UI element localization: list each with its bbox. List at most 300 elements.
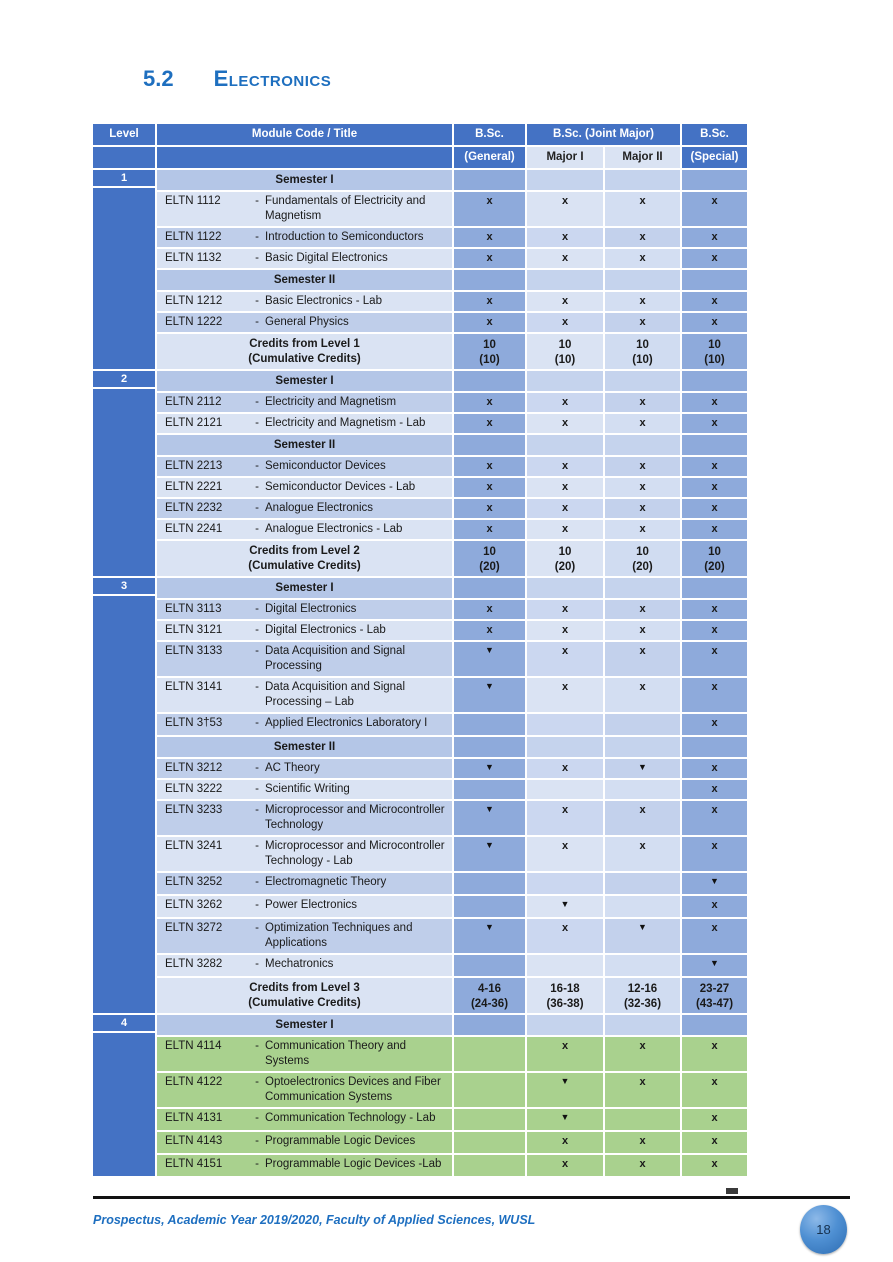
x-mark: x [486, 502, 493, 514]
level-column [93, 1013, 155, 1176]
module-code: ELTN 3121 [165, 624, 223, 636]
module-title: General Physics [265, 316, 349, 328]
x-mark: x [711, 316, 718, 328]
level-content [155, 369, 747, 576]
credits-label-line1: Credits from Level 2 [249, 545, 360, 557]
x-mark: x [711, 1112, 718, 1124]
module-row [155, 1035, 747, 1071]
credits-value-line2: (43-47) [695, 998, 734, 1010]
module-row [155, 778, 747, 799]
header-bsc-general-line2: (General) [452, 145, 525, 168]
value-cell [680, 801, 747, 835]
module-title: Power Electronics [265, 899, 358, 911]
module-cell [155, 955, 452, 976]
credits-value-line1: 10 [708, 546, 721, 558]
value-cell [452, 714, 525, 735]
value-cell [603, 714, 680, 735]
x-mark: x [561, 645, 569, 657]
value-cell [525, 393, 603, 412]
value-cell [603, 919, 680, 953]
value-cell [452, 642, 525, 676]
x-mark: x [639, 295, 646, 307]
module-row [155, 1071, 747, 1107]
semester-value-cell [603, 371, 680, 391]
module-title: Introduction to Semiconductors [265, 231, 424, 243]
x-mark: x [639, 603, 646, 615]
x-mark: x [561, 231, 569, 243]
module-title: Digital Electronics - Lab [265, 624, 386, 636]
x-mark: x [711, 1158, 718, 1170]
value-cell [603, 1073, 680, 1107]
triangle-mark: ▼ [485, 762, 494, 772]
module-dash: - [255, 481, 259, 493]
value-cell [680, 919, 747, 953]
level-block-2 [93, 369, 747, 576]
x-mark: x [486, 195, 493, 207]
x-mark: x [711, 717, 718, 729]
semester-value-cell [525, 371, 603, 391]
module-row [155, 497, 747, 518]
module-code: ELTN 2112 [165, 396, 222, 408]
module-dash: - [255, 1040, 259, 1052]
module-dash: - [255, 460, 259, 472]
header-bsc-special-line2: (Special) [680, 145, 747, 168]
credits-label [155, 541, 452, 576]
module-title: Communication Technology - Lab [265, 1112, 436, 1124]
value-cell [603, 873, 680, 894]
value-cell [525, 642, 603, 676]
module-code: ELTN 1132 [165, 252, 222, 264]
semester-value-cell [452, 435, 525, 455]
x-mark: x [561, 195, 569, 207]
triangle-mark: ▼ [710, 958, 719, 968]
module-code: ELTN 3113 [165, 603, 222, 615]
value-cell [525, 313, 603, 332]
value-cell [680, 313, 747, 332]
module-title: AC Theory [265, 762, 320, 774]
module-cell [155, 414, 452, 433]
credits-value-line1: 4-16 [477, 983, 502, 995]
page-number-badge [800, 1205, 847, 1254]
x-mark: x [561, 1135, 569, 1147]
credits-value-line1: 10 [708, 339, 721, 351]
module-title: Basic Electronics - Lab [265, 295, 382, 307]
credits-label-line1: Credits from Level 1 [249, 338, 360, 350]
credits-label [155, 978, 452, 1013]
value-cell [452, 955, 525, 976]
module-code: ELTN 4114 [165, 1040, 222, 1052]
level-number: 2 [93, 371, 155, 389]
triangle-mark: ▼ [485, 922, 494, 932]
module-title: Microprocessor and Microcontroller Technology [265, 804, 445, 831]
semester-value-cell [680, 371, 747, 391]
x-mark: x [561, 252, 569, 264]
value-cell [525, 414, 603, 433]
credits-label [155, 334, 452, 369]
level-block-1 [93, 168, 747, 369]
value-cell [680, 228, 747, 247]
value-cell [603, 520, 680, 539]
value-cell [680, 759, 747, 778]
triangle-mark: ▼ [638, 762, 647, 772]
credits-value-line2: (20) [704, 561, 725, 573]
module-code: ELTN 1212 [165, 295, 223, 307]
value-cell [680, 780, 747, 799]
x-mark: x [711, 762, 718, 774]
value-cell [603, 621, 680, 640]
module-row [155, 247, 747, 268]
value-cell [603, 1037, 680, 1071]
module-dash: - [255, 231, 259, 243]
value-cell [525, 192, 603, 226]
x-mark: x [639, 460, 646, 472]
module-dash: - [255, 876, 259, 888]
credits-value-line2: (10) [554, 354, 576, 366]
module-title: Electricity and Magnetism [265, 396, 397, 408]
module-row [155, 799, 747, 835]
x-mark: x [561, 922, 569, 934]
semester-label: Semester I [155, 170, 452, 190]
x-mark: x [639, 252, 646, 264]
x-mark: x [486, 231, 493, 243]
module-dash: - [255, 252, 259, 264]
value-cell [603, 393, 680, 412]
value-cell [452, 600, 525, 619]
module-code: ELTN 1222 [165, 316, 223, 328]
credits-value-cell [452, 978, 525, 1013]
value-cell [603, 292, 680, 311]
module-row [155, 1130, 747, 1153]
triangle-mark: ▼ [485, 681, 494, 691]
module-row [155, 1107, 747, 1130]
value-cell [525, 714, 603, 735]
x-mark: x [639, 231, 646, 243]
value-cell [525, 499, 603, 518]
value-cell [603, 228, 680, 247]
x-mark: x [711, 840, 718, 852]
module-code: ELTN 3272 [165, 922, 223, 934]
semester-row [155, 1013, 747, 1035]
semester-value-cell [680, 737, 747, 757]
module-dash: - [255, 1158, 259, 1170]
module-code: ELTN 4122 [165, 1076, 223, 1088]
module-dash: - [255, 804, 259, 816]
credits-row [155, 976, 747, 1013]
module-row [155, 1153, 747, 1176]
module-title: Analogue Electronics - Lab [265, 523, 403, 535]
credits-value-cell [603, 334, 680, 369]
value-cell [452, 1109, 525, 1130]
x-mark: x [639, 840, 646, 852]
value-cell [525, 801, 603, 835]
module-title: Communication Theory and Systems [265, 1040, 407, 1067]
module-code: ELTN 3241 [165, 840, 223, 852]
x-mark: x [711, 417, 718, 429]
module-row [155, 917, 747, 953]
x-mark: x [561, 804, 569, 816]
x-mark: x [561, 1040, 569, 1052]
x-mark: x [711, 523, 718, 535]
value-cell [452, 457, 525, 476]
value-cell [452, 414, 525, 433]
credits-value-line1: 23-27 [699, 983, 730, 995]
x-mark: x [486, 624, 493, 636]
module-row [155, 757, 747, 778]
semester-label: Semester I [155, 371, 452, 391]
x-mark: x [711, 396, 718, 408]
value-cell [680, 678, 747, 712]
module-row [155, 871, 747, 894]
value-cell [680, 1109, 747, 1130]
semester-value-cell [680, 170, 747, 190]
credits-row [155, 332, 747, 369]
value-cell [525, 520, 603, 539]
module-cell [155, 759, 452, 778]
module-row [155, 412, 747, 433]
value-cell [452, 1073, 525, 1107]
module-dash: - [255, 523, 259, 535]
triangle-mark: ▼ [710, 876, 719, 886]
value-cell [680, 414, 747, 433]
value-cell [525, 457, 603, 476]
level-column [93, 369, 155, 576]
semester-label: Semester I [155, 578, 452, 598]
x-mark: x [711, 645, 718, 657]
module-dash: - [255, 316, 259, 328]
triangle-mark: ▼ [560, 1112, 570, 1122]
credits-value-line2: (10) [479, 354, 500, 366]
x-mark: x [711, 231, 718, 243]
x-mark: x [561, 417, 569, 429]
module-cell [155, 1155, 452, 1176]
module-title: Semiconductor Devices [265, 460, 386, 472]
semester-value-cell [452, 371, 525, 391]
module-cell [155, 228, 452, 247]
value-cell [525, 1155, 603, 1176]
x-mark: x [486, 295, 493, 307]
value-cell [680, 621, 747, 640]
value-cell [680, 1073, 747, 1107]
module-title: Optoelectronics Devices and Fiber Communication Systems [265, 1076, 441, 1103]
credits-value-cell [525, 978, 603, 1013]
semester-label: Semester II [155, 435, 452, 455]
module-cell [155, 249, 452, 268]
header-bsc-general-line1: B.Sc. [452, 124, 525, 145]
value-cell [680, 393, 747, 412]
semester-row [155, 433, 747, 455]
value-cell [603, 499, 680, 518]
value-cell [452, 780, 525, 799]
module-row [155, 226, 747, 247]
value-cell [452, 873, 525, 894]
value-cell [525, 292, 603, 311]
module-dash: - [255, 922, 259, 934]
module-dash: - [255, 717, 259, 729]
footer-text: Prospectus, Academic Year 2019/2020, Faculty of Applied Sciences, WUSL [93, 1213, 536, 1227]
x-mark: x [639, 681, 646, 693]
value-cell [680, 457, 747, 476]
value-cell [603, 249, 680, 268]
credits-value-cell [680, 978, 747, 1013]
triangle-mark: ▼ [485, 840, 494, 850]
module-code: ELTN 2213 [165, 460, 223, 472]
credits-label-line2: (Cumulative Credits) [248, 560, 361, 572]
semester-value-cell [680, 270, 747, 290]
x-mark: x [711, 195, 718, 207]
semester-label: Semester II [155, 270, 452, 290]
value-cell [525, 621, 603, 640]
value-cell [680, 600, 747, 619]
module-code: ELTN 3141 [165, 681, 223, 693]
value-cell [452, 1037, 525, 1071]
semester-value-cell [452, 578, 525, 598]
value-cell [603, 1109, 680, 1130]
semester-row [155, 268, 747, 290]
module-cell [155, 1037, 452, 1071]
value-cell [603, 780, 680, 799]
module-row [155, 518, 747, 539]
module-dash: - [255, 840, 259, 852]
module-row [155, 598, 747, 619]
section-heading [143, 66, 331, 92]
level-number: 3 [93, 578, 155, 596]
section-number: 5.2 [143, 66, 174, 91]
module-row [155, 894, 747, 917]
triangle-mark: ▼ [485, 645, 494, 655]
value-cell [452, 837, 525, 871]
x-mark: x [561, 624, 569, 636]
header-bsc-special-line1: B.Sc. [680, 124, 747, 145]
level-block-3 [93, 576, 747, 1013]
value-cell [452, 478, 525, 497]
module-title: Data Acquisition and Signal Processing – Lab [265, 681, 406, 708]
module-title: Data Acquisition and Signal Processing [265, 645, 406, 672]
module-row [155, 190, 747, 226]
module-dash: - [255, 624, 259, 636]
level-block-4 [93, 1013, 747, 1176]
triangle-mark: ▼ [560, 1076, 570, 1086]
module-code: ELTN 3212 [165, 762, 223, 774]
x-mark: x [486, 460, 493, 472]
module-title: Optimization Techniques and Applications [265, 922, 413, 949]
value-cell [525, 873, 603, 894]
x-mark: x [486, 603, 493, 615]
semester-value-cell [525, 1015, 603, 1035]
module-row [155, 676, 747, 712]
module-cell [155, 780, 452, 799]
module-code: ELTN 2221 [165, 481, 223, 493]
module-row [155, 953, 747, 976]
value-cell [603, 837, 680, 871]
semester-value-cell [525, 435, 603, 455]
module-cell [155, 714, 452, 735]
credits-value-line1: 10 [483, 546, 496, 558]
value-cell [603, 801, 680, 835]
module-code: ELTN 3133 [165, 645, 223, 657]
value-cell [452, 759, 525, 778]
module-cell [155, 313, 452, 332]
module-cell [155, 457, 452, 476]
credits-value-line2: (20) [479, 561, 500, 573]
x-mark: x [639, 523, 646, 535]
value-cell [680, 520, 747, 539]
module-cell [155, 621, 452, 640]
semester-value-cell [452, 737, 525, 757]
module-dash: - [255, 1076, 259, 1088]
value-cell [525, 600, 603, 619]
value-cell [452, 520, 525, 539]
x-mark: x [711, 1076, 718, 1088]
credits-row [155, 539, 747, 576]
x-mark: x [711, 1040, 718, 1052]
module-dash: - [255, 899, 259, 911]
module-cell [155, 678, 452, 712]
semester-value-cell [452, 170, 525, 190]
module-row [155, 619, 747, 640]
module-cell [155, 801, 452, 835]
value-cell [603, 678, 680, 712]
value-cell [525, 249, 603, 268]
x-mark: x [639, 1076, 646, 1088]
module-cell [155, 600, 452, 619]
value-cell [452, 919, 525, 953]
module-row [155, 476, 747, 497]
module-code: ELTN 1122 [165, 231, 222, 243]
semester-value-cell [525, 270, 603, 290]
module-row [155, 311, 747, 332]
credits-label-line1: Credits from Level 3 [249, 982, 360, 994]
module-row [155, 290, 747, 311]
value-cell [680, 714, 747, 735]
module-dash: - [255, 762, 259, 774]
module-code: ELTN 3282 [165, 958, 223, 970]
semester-value-cell [603, 435, 680, 455]
module-cell [155, 642, 452, 676]
value-cell [680, 499, 747, 518]
header-level: Level [93, 124, 155, 145]
module-row [155, 391, 747, 412]
x-mark: x [711, 1135, 718, 1147]
module-title: Electricity and Magnetism - Lab [265, 417, 426, 429]
value-cell [452, 192, 525, 226]
x-mark: x [711, 502, 718, 514]
module-code: ELTN 1112 [165, 195, 221, 207]
x-mark: x [561, 316, 569, 328]
x-mark: x [561, 502, 569, 514]
credits-value-cell [603, 978, 680, 1013]
x-mark: x [486, 523, 493, 535]
value-cell [452, 678, 525, 712]
module-dash: - [255, 295, 259, 307]
credits-value-line2: (36-38) [546, 998, 584, 1010]
module-dash: - [255, 783, 259, 795]
credits-label-line2: (Cumulative Credits) [248, 997, 361, 1009]
credits-value-cell [680, 334, 747, 369]
value-cell [680, 192, 747, 226]
module-dash: - [255, 1135, 259, 1147]
semester-label: Semester II [155, 737, 452, 757]
semester-value-cell [603, 1015, 680, 1035]
modules-table [93, 124, 747, 1176]
value-cell [525, 478, 603, 497]
value-cell [525, 780, 603, 799]
value-cell [452, 621, 525, 640]
x-mark: x [561, 603, 569, 615]
module-dash: - [255, 645, 259, 657]
module-cell [155, 192, 452, 226]
header-module-blank [155, 145, 452, 168]
value-cell [525, 678, 603, 712]
